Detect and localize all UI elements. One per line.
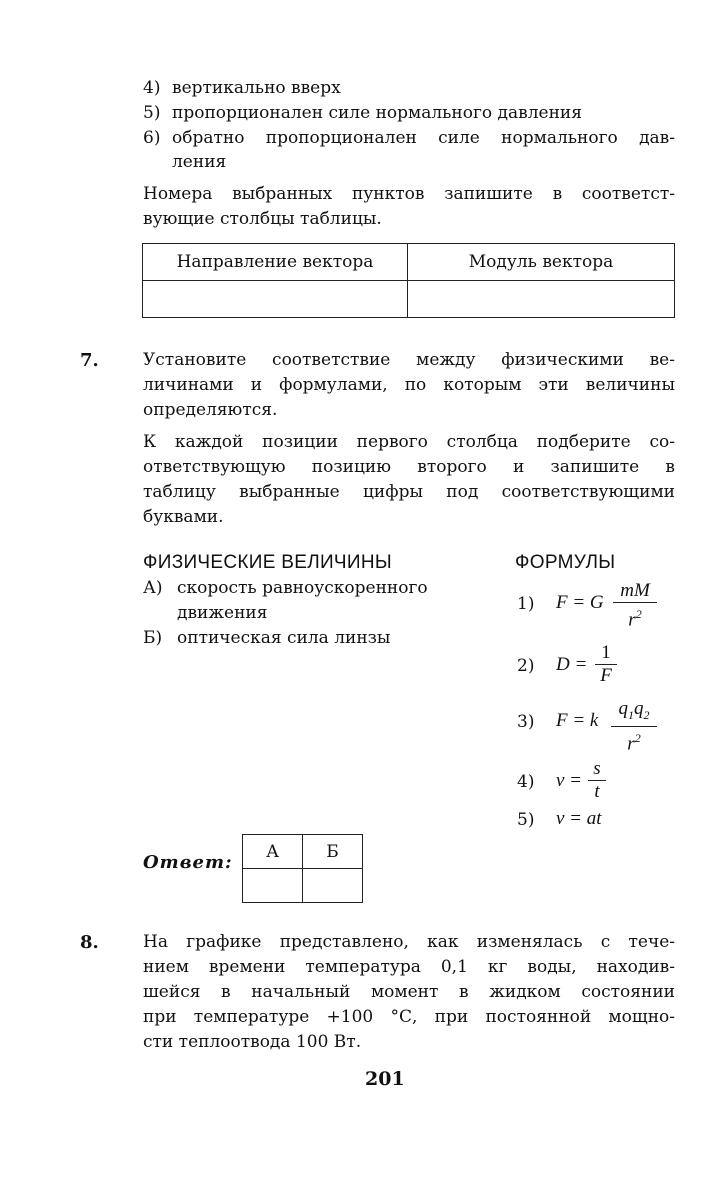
table-header-direction: Направление вектора <box>143 244 408 281</box>
option-number-4: 4) <box>143 78 161 98</box>
formula-3-fraction <box>611 698 657 755</box>
task-7-para1-line3: определяются. <box>143 400 278 420</box>
task-8-line3: шейся в начальный момент в жидком состоянии <box>143 982 675 1002</box>
page-number: 201 <box>365 1068 405 1090</box>
answer-cell-b[interactable] <box>303 869 363 903</box>
formula-2-denominator: F <box>600 665 612 686</box>
formula-5-text: v = at <box>556 808 602 829</box>
formula-3-denominator: $r^2$ <box>627 730 641 755</box>
task-7-para1-line1: Установите соответствие между физическими ве- <box>143 350 675 370</box>
option-text-6-line2: ления <box>172 152 227 172</box>
task-7-para1-line2: личинами и формулами, по которым эти величины <box>143 375 675 395</box>
formula-1-numerator: mM <box>613 580 657 603</box>
quantity-a-line1: скорость равноускоренного <box>177 578 428 598</box>
formula-2-fraction <box>595 642 617 687</box>
instruction-line-1: Номера выбранных пунктов запишите в соответст- <box>143 184 675 204</box>
option-number-5: 5) <box>143 103 161 123</box>
formula-4-numerator: s <box>588 758 606 781</box>
task-8-number: 8. <box>80 932 99 953</box>
vector-answer-table <box>142 243 675 318</box>
formula-4-fraction <box>588 758 606 803</box>
answer-cell-direction[interactable] <box>143 281 408 318</box>
formula-2-number: 2) <box>517 656 535 676</box>
quantities-heading: ФИЗИЧЕСКИЕ ВЕЛИЧИНЫ <box>143 552 392 573</box>
answer-table <box>242 834 363 903</box>
task-7-para2-line3: таблицу выбранные цифры под соответствующими <box>143 482 675 502</box>
formula-4-number: 4) <box>517 772 535 792</box>
formula-3-number: 3) <box>517 712 535 732</box>
formula-5-number: 5) <box>517 810 535 830</box>
answer-cell-modulus[interactable] <box>408 281 675 318</box>
formula-2-numerator: 1 <box>595 642 617 665</box>
answer-header-a: А <box>243 835 303 869</box>
formula-1-number: 1) <box>517 594 535 614</box>
task-8-line5: сти теплоотвода 100 Вт. <box>143 1032 362 1052</box>
quantity-b-line1: оптическая сила линзы <box>177 628 391 648</box>
answer-cell-a[interactable] <box>243 869 303 903</box>
quantity-b-label: Б) <box>143 628 163 648</box>
formula-4-lhs: v = <box>556 770 583 791</box>
task-7-para2-line2: ответствующую позицию второго и запишите в <box>143 457 675 477</box>
formulas-heading: ФОРМУЛЫ <box>515 552 616 573</box>
instruction-line-2: вующие столбцы таблицы. <box>143 209 382 229</box>
option-text-4: вертикально вверх <box>172 78 341 98</box>
option-text-6-line1: обратно пропорционален силе нормального дав- <box>172 128 675 148</box>
table-header-modulus: Модуль вектора <box>408 244 675 281</box>
task-8-line2: нием времени температура 0,1 кг воды, находив- <box>143 957 675 977</box>
option-text-5: пропорционален силе нормального давления <box>172 103 582 123</box>
answer-label: Ответ: <box>143 852 233 873</box>
option-number-6: 6) <box>143 128 161 148</box>
formula-1-fraction <box>613 580 657 631</box>
task-7-number: 7. <box>80 350 99 371</box>
task-7-para2-line4: буквами. <box>143 507 224 527</box>
task-8-line1: На графике представлено, как изменялась с тече- <box>143 932 675 952</box>
formula-3-numerator: $q_1q_2$ <box>611 698 657 727</box>
formula-4-denominator: t <box>594 781 600 802</box>
formula-2-lhs: D = <box>556 654 588 675</box>
quantity-a-line2: движения <box>177 603 268 623</box>
formula-3-lhs: F = k <box>556 710 599 731</box>
quantity-a-label: А) <box>143 578 163 598</box>
formula-1-denominator: $r^2$ <box>628 607 642 631</box>
formula-1-lhs: F = G <box>556 592 604 613</box>
task-8-line4: при температуре +100 °С, при постоянной мощно- <box>143 1007 675 1027</box>
answer-header-b: Б <box>303 835 363 869</box>
task-7-para2-line1: К каждой позиции первого столбца подберите со- <box>143 432 675 452</box>
